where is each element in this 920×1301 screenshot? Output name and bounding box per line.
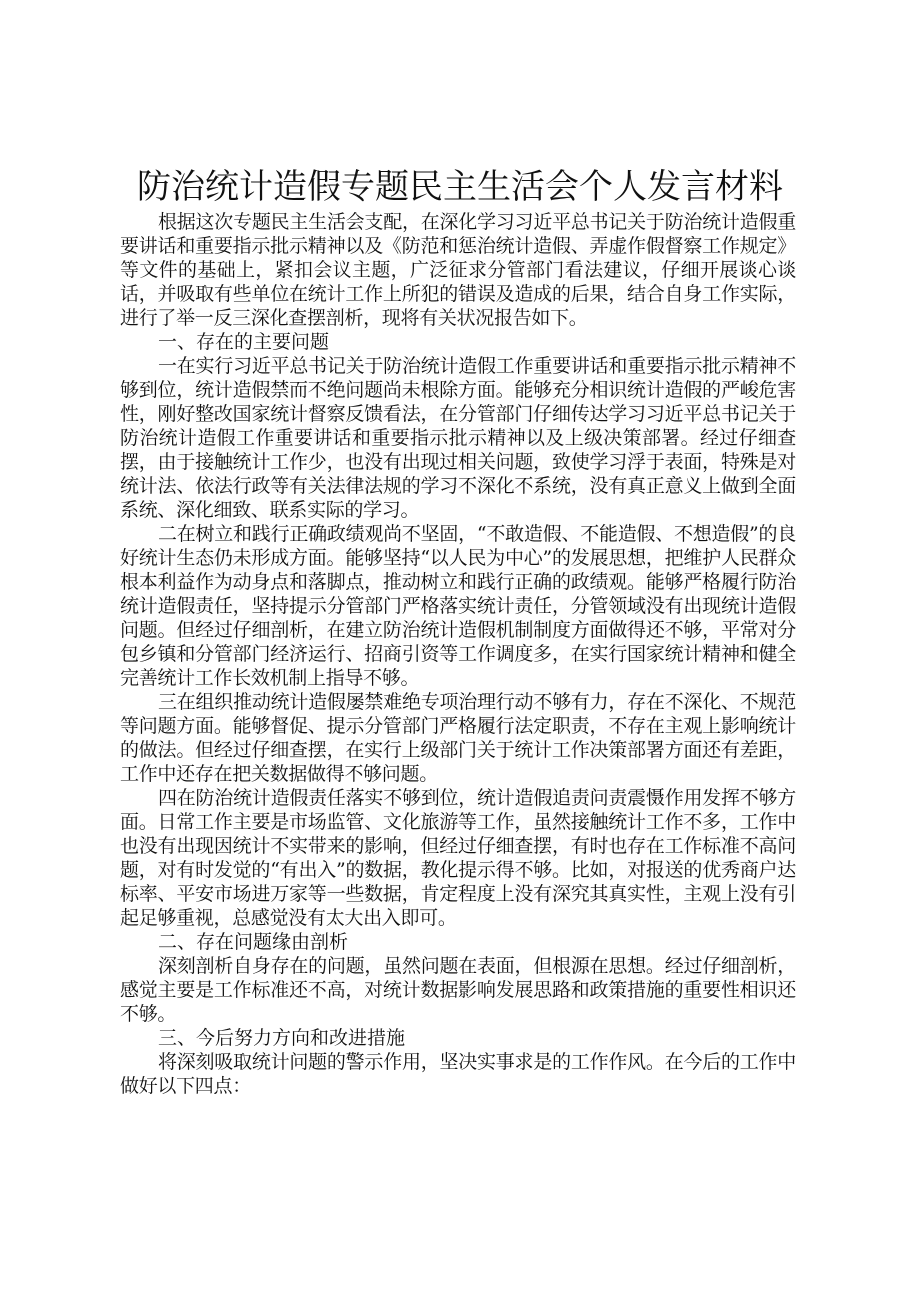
intro-paragraph: 根据这次专题民主生活会支配，在深化学习习近平总书记关于防治统计造假重要讲话和重要指示批示精神以及《防范和惩治统计造假、弄虚作假督察工作规定》等文件的基础上，紧扣会议主题，广泛征求分管部门看法建议，仔细开展谈心谈话，并吸取有些单位在统计工作上所犯的错误及造成的后果，结合自身工作实际，进行了举一反三深化查摆剖析，现将有关状况报告如下。 — [120, 211, 796, 329]
section-heading-1: 一、存在的主要问题 — [158, 331, 330, 353]
document-title: 防治统计造假专题民主生活会个人发言材料 — [137, 167, 783, 207]
paragraph-improvement: 将深刻吸取统计问题的警示作用，坚决实事求是的工作作风。在今后的工作中做好以下四点： — [120, 1051, 796, 1097]
section-heading-3: 三、今后努力方向和改进措施 — [158, 1027, 406, 1049]
paragraph-problem-4: 四在防治统计造假责任落实不够到位，统计造假追责问责震慑作用发挥不够方面。日常工作主要是市场监管、文化旅游等工作，虽然接触统计工作不多，工作中也没有出现因统计不实带来的影响，但经过仔细查摆，有时也存在工作标准不高问题，对有时发觉的“有出入”的数据，教化提示得不够。比如，对报送的优秀商户达标率、平安市场进万家等一些数据，肯定程度上没有深究其真实性，主观上没有引起足够重视，总感觉没有太大出入即可。 — [120, 787, 796, 929]
document-body — [120, 210, 796, 1098]
paragraph-problem-1: 一在实行习近平总书记关于防治统计造假工作重要讲话和重要指示批示精神不够到位，统计造假禁而不绝问题尚未根除方面。能够充分相识统计造假的严峻危害性，刚好整改国家统计督察反馈看法，在分管部门仔细传达学习习近平总书记关于防治统计造假工作重要讲话和重要指示批示精神以及上级决策部署。经过仔细查摆，由于接触统计工作少，也没有出现过相关问题，致使学习浮于表面，特殊是对统计法、依法行政等有关法律法规的学习不深化不系统，没有真正意义上做到全面系统、深化细致、联系实际的学习。 — [120, 355, 796, 521]
section-heading-2: 二、存在问题缘由剖析 — [158, 931, 349, 953]
paragraph-cause-analysis: 深刻剖析自身存在的问题，虽然问题在表面，但根源在思想。经过仔细剖析，感觉主要是工作标准还不高，对统计数据影响发展思路和政策措施的重要性相识还不够。 — [120, 955, 796, 1025]
paragraph-problem-3: 三在组织推动统计造假屡禁难绝专项治理行动不够有力，存在不深化、不规范等问题方面。能够督促、提示分管部门严格履行法定职责，不存在主观上影响统计的做法。但经过仔细查摆，在实行上级部门关于统计工作决策部署方面还有差距，工作中还存在把关数据做得不够问题。 — [120, 691, 796, 785]
paragraph-problem-2: 二在树立和践行正确政绩观尚不坚固，“不敢造假、不能造假、不想造假”的良好统计生态仍未形成方面。能够坚持“以人民为中心”的发展思想，把维护人民群众根本利益作为动身点和落脚点，推动树立和践行正确的政绩观。能够严格履行防治统计造假责任，坚持提示分管部门严格落实统计责任，分管领域没有出现统计造假问题。但经过仔细剖析，在建立防治统计造假机制制度方面做得还不够，平常对分包乡镇和分管部门经济运行、招商引资等工作调度多，在实行国家统计精神和健全完善统计工作长效机制上指导不够。 — [120, 523, 796, 689]
